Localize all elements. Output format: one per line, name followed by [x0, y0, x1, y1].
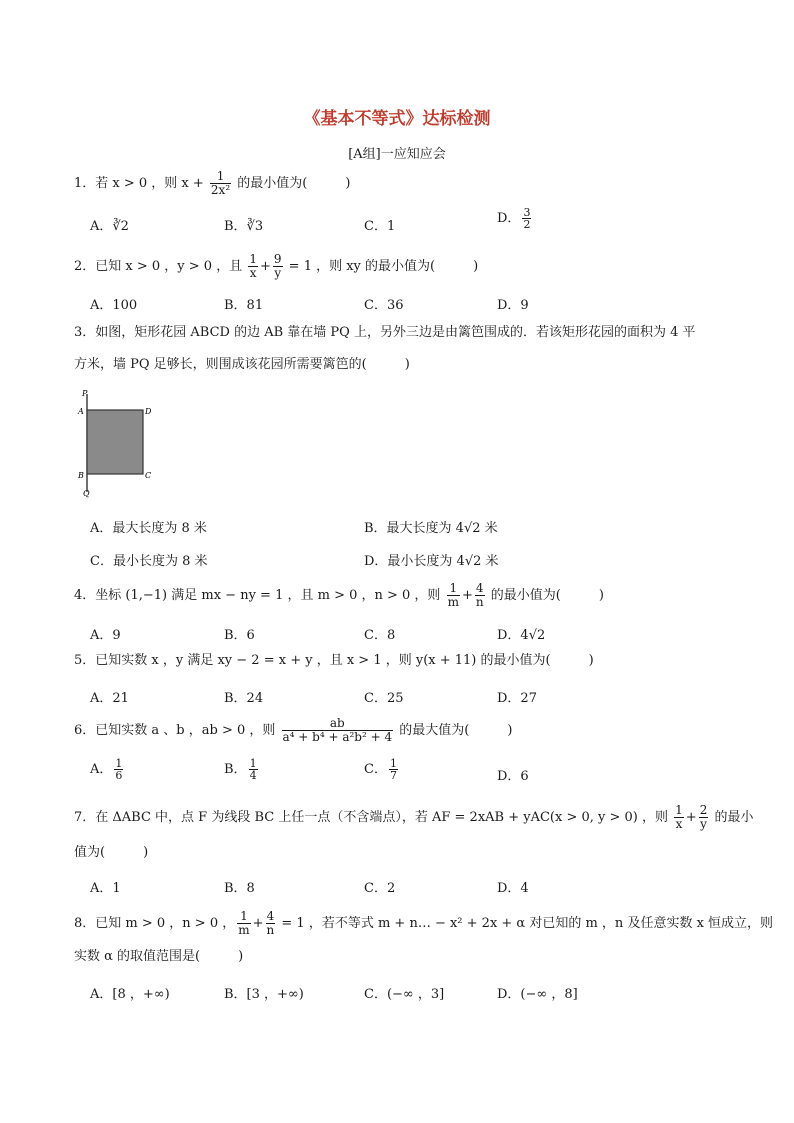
question-8-fraction-2: [266, 910, 276, 937]
question-6: [74, 717, 512, 744]
question-7-fraction-2: [699, 804, 709, 831]
question-4-fraction-1: [447, 582, 460, 609]
question-1: [74, 170, 350, 197]
question-7-fraction-1: [674, 804, 684, 831]
question-2-fraction-1: [248, 253, 258, 280]
fraction-denominator: x: [675, 817, 683, 831]
question-7-tail: 的最小: [710, 810, 754, 825]
option-a-label: A．: [90, 762, 113, 777]
question-8-cont: [74, 948, 243, 966]
question-4-tail: 的最小值为(: [486, 588, 561, 603]
option-a-fraction: [114, 758, 123, 781]
option-a: A．100: [90, 298, 138, 313]
option-a: A．21: [90, 691, 129, 706]
option-a: A．∛2: [90, 219, 129, 234]
option-c: C．1: [364, 219, 396, 234]
question-1-fraction: [210, 170, 231, 197]
question-7-line-2: 值为(: [74, 845, 106, 860]
option-a: A．1: [90, 881, 121, 896]
fraction-denominator: n: [266, 923, 275, 937]
option-d: D．6: [497, 769, 529, 784]
fraction-denominator: x: [249, 266, 257, 280]
question-3: [74, 324, 696, 342]
fraction-denominator: 2x²: [210, 183, 231, 197]
question-5-close: ): [588, 653, 594, 668]
question-4-fraction-2: [475, 582, 485, 609]
question-8-line-2: 实数 α 的取值范围是(: [74, 949, 201, 964]
question-1-close: ): [345, 176, 351, 191]
question-5: [74, 652, 594, 670]
option-c: C．25: [364, 691, 404, 706]
option-c: C．2: [364, 881, 396, 896]
fraction-denominator: m: [447, 595, 459, 609]
question-7-cont: [74, 844, 148, 862]
option-a: [90, 758, 125, 781]
option-a: A．[8 ，+∞): [90, 987, 170, 1002]
option-c: C．最小长度为 8 米: [90, 554, 208, 569]
option-d: D．27: [497, 691, 537, 706]
question-3-line-1: 3．如图，矩形花园 ABCD 的边 AB 靠在墙 PQ 上，另外三边是由篱笆围成的．若该矩形花园的面积为 4 平: [74, 325, 696, 340]
option-d: D．最小长度为 4√2 米: [364, 554, 499, 569]
option-d: D．9: [497, 298, 529, 313]
option-d: [497, 207, 533, 230]
option-b: B．[3 ，+∞): [224, 987, 304, 1002]
fraction-numerator: ab: [282, 717, 394, 731]
fraction-numerator: 1: [675, 803, 683, 817]
option-b: B．6: [224, 628, 255, 643]
question-4-close: ): [598, 588, 604, 603]
section-subtitle: [A组]一应知应会: [348, 147, 446, 162]
fraction-numerator: 1: [389, 757, 397, 770]
question-3-line-2: 方米，墙 PQ 足够长，则围成该花园所需要篱笆的(: [74, 357, 367, 372]
option-d: D．(−∞ ，8]: [497, 987, 578, 1002]
option-b: [224, 758, 260, 781]
option-b: B．81: [224, 298, 264, 313]
question-7: 7．在 ΔABC 中，点 F 为线段 BC 上任一点（不含端点），若 AF = 2xAB + yAC(x > 0, y > 0) ，则 $\frac{1}{x}$ + $\frac{2}{y}$ 的最小: [74, 803, 754, 831]
question-2-fraction-2: [273, 253, 283, 280]
fraction-numerator: 2: [699, 803, 708, 817]
question-8-fraction-1: [237, 910, 250, 937]
option-c-fraction: [389, 758, 398, 781]
question-7-close: ): [143, 845, 149, 860]
question-4-stem: 4．坐标 (1,−1) 满足 mx − ny = 1 ，且 m > 0 ，n > 0 ，则: [74, 588, 445, 603]
fraction-numerator: 1: [447, 582, 460, 596]
option-d-fraction: [522, 207, 531, 230]
option-d: D．4√2: [497, 628, 546, 643]
option-b: B．最大长度为 4√2 米: [364, 521, 498, 536]
question-5-stem: 5．已知实数 x ，y 满足 xy − 2 = x + y ，且 x > 1 ，则 y(x + 11) 的最小值为(: [74, 653, 551, 668]
garden-rect: [87, 410, 143, 474]
fraction-denominator: 4: [249, 769, 257, 782]
question-2: 2．已知 x > 0 ，y > 0 ，且 $\frac{1}{x}$ + $\frac{9}{y}$ = 1 ，则 xy 的最小值为( ): [74, 252, 479, 280]
option-a: A．9: [90, 628, 121, 643]
fraction-denominator: 7: [389, 769, 397, 782]
label-c: C: [145, 471, 152, 480]
question-6-close: ): [507, 723, 513, 738]
fraction-numerator: 1: [210, 170, 231, 184]
question-6-tail: 的最大值为(: [395, 723, 470, 738]
question-3-cont: [74, 356, 410, 374]
option-c: C．8: [364, 628, 396, 643]
option-d-label: D．: [497, 211, 521, 226]
garden-figure: [76, 386, 166, 498]
option-c: C．(−∞ ，3]: [364, 987, 445, 1002]
option-c: [364, 758, 400, 781]
question-1-tail: 的最小值为(: [233, 176, 308, 191]
fraction-denominator: y: [274, 266, 282, 280]
question-1-stem: 1．若 x > 0 ，则 x +: [74, 176, 208, 191]
fraction-numerator: 1: [249, 757, 257, 770]
question-4: 4．坐标 (1,−1) 满足 mx − ny = 1 ，且 m > 0 ，n > 0 ，则 $\frac{1}{m}$ + $\frac{4}{n}$ 的最小值为( ): [74, 581, 604, 609]
option-a: A．最大长度为 8 米: [90, 521, 207, 536]
fraction-denominator: 2: [523, 218, 531, 231]
question-8-close: ): [238, 949, 244, 964]
question-7-stem: 7．在 ΔABC 中，点 F 为线段 BC 上任一点（不含端点），若 AF = 2xAB + yAC(x > 0, y > 0) ，则: [74, 810, 673, 825]
label-p: P: [82, 389, 88, 398]
fraction-denominator: 6: [115, 769, 123, 782]
option-b: B．∛3: [224, 219, 264, 234]
option-b: B．24: [224, 691, 264, 706]
label-b: B: [78, 471, 84, 480]
question-8-tail: = 1 ，若不等式 m + n… − x² + 2x + α 对已知的 m ，n 及任意实数 x 恒成立，则: [277, 916, 774, 931]
fraction-numerator: 4: [266, 909, 275, 923]
question-3-close: ): [404, 357, 410, 372]
fraction-numerator: 1: [115, 757, 123, 770]
label-a: A: [78, 407, 84, 416]
fraction-numerator: 9: [273, 252, 282, 266]
fraction-denominator: m: [238, 923, 250, 937]
fraction-numerator: 1: [237, 910, 250, 924]
question-8-stem: 8．已知 m > 0 ，n > 0 ，: [74, 916, 236, 931]
option-c: C．36: [364, 298, 404, 313]
option-b-label: B．: [224, 762, 247, 777]
question-2-stem: 2．已知 x > 0 ，y > 0 ，且: [74, 259, 247, 274]
fraction-denominator: y: [700, 817, 707, 831]
label-q: Q: [83, 489, 90, 498]
question-2-tail: = 1 ，则 xy 的最小值为(: [284, 259, 436, 274]
fraction-numerator: 1: [249, 252, 257, 266]
fraction-numerator: 4: [475, 581, 484, 595]
question-6-stem: 6．已知实数 a 、b ，ab > 0 ，则: [74, 723, 280, 738]
fraction-denominator: a⁴ + b⁴ + a²b² + 4: [282, 730, 393, 744]
question-2-close: ): [473, 259, 479, 274]
fraction-numerator: 3: [523, 206, 531, 219]
question-6-fraction: [282, 717, 394, 744]
question-8: 8．已知 m > 0 ，n > 0 ， $\frac{1}{m}$ + $\frac{4}{n}$ = 1 ，若不等式 m + n… − x² + 2x + α 对已知的 m ，n 及任意实数 x 恒成立，则: [74, 909, 774, 937]
option-d: D．4: [497, 881, 529, 896]
document-title: 《基本不等式》达标检测: [303, 109, 491, 129]
fraction-denominator: n: [475, 595, 484, 609]
option-c-label: C．: [364, 762, 387, 777]
label-d: D: [145, 407, 152, 416]
option-b-fraction: [249, 758, 258, 781]
option-b: B．8: [224, 881, 255, 896]
